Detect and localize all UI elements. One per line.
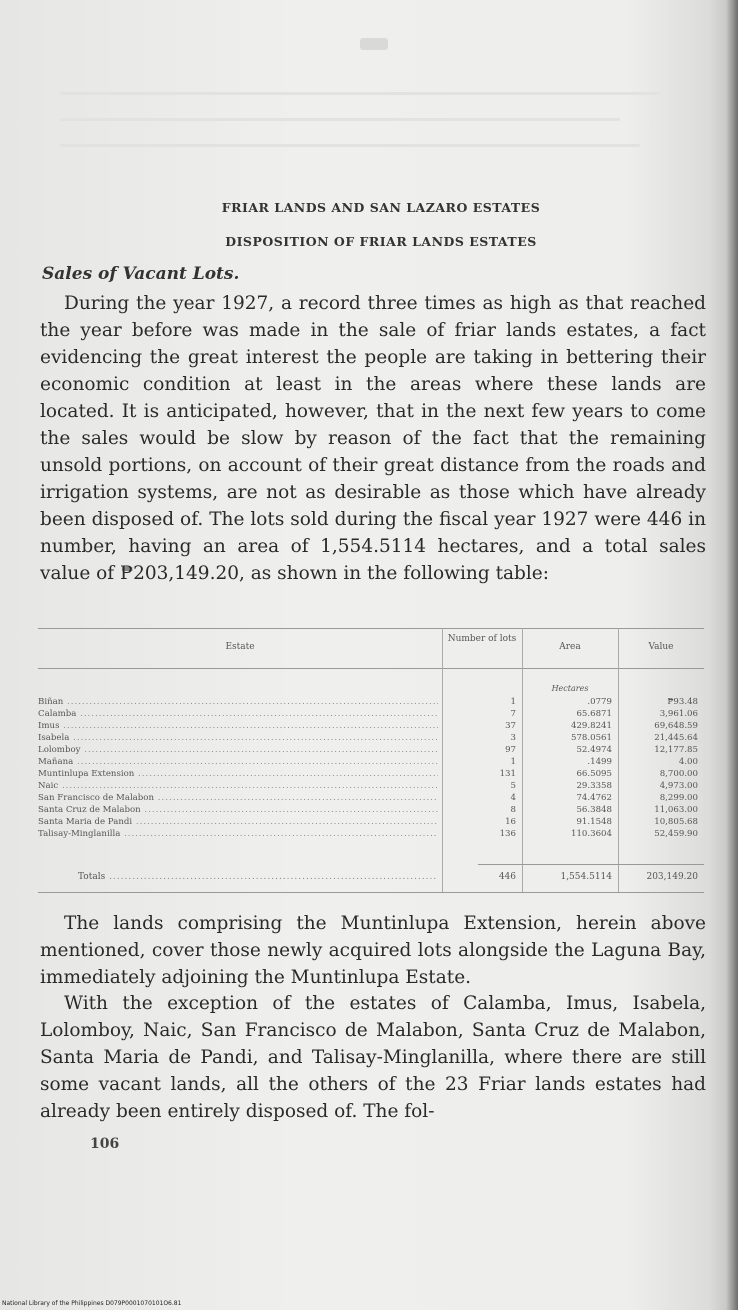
row-lots: 4 <box>510 793 516 803</box>
row-estate: Naic ..... <box>38 780 438 792</box>
table-row <box>38 780 704 792</box>
page-number: 106 <box>90 1136 120 1152</box>
row-lots: 131 <box>499 769 516 779</box>
bleed-through-page-number <box>360 38 388 50</box>
totals-value: 203,149.20 <box>646 872 698 882</box>
row-value: 11,063.00 <box>654 805 698 815</box>
page-subheading: DISPOSITION OF FRIAR LANDS ESTATES <box>225 234 537 249</box>
bleed-through-line <box>60 144 640 147</box>
row-lots: 97 <box>505 745 516 755</box>
column-header-lots: Number of lots <box>447 634 517 644</box>
row-area: 29.3358 <box>576 781 612 791</box>
page-binding-shadow <box>726 0 738 1310</box>
bleed-through-line <box>60 92 660 95</box>
table-row <box>38 744 704 756</box>
column-header-estate: Estate <box>225 642 255 652</box>
row-lots: 136 <box>499 829 516 839</box>
table-row <box>38 792 704 804</box>
table-rule <box>38 668 704 669</box>
row-value: 4.00 <box>678 757 698 767</box>
totals-row <box>38 870 704 884</box>
row-area: 52.4974 <box>576 745 612 755</box>
totals-area: 1,554.5114 <box>560 872 612 882</box>
section-title: Sales of Vacant Lots. <box>42 264 240 284</box>
column-header-value: Value <box>648 642 674 652</box>
column-header-area: Area <box>559 642 581 652</box>
row-area: 578.0561 <box>570 733 612 743</box>
row-area: 91.1548 <box>576 817 612 827</box>
table-row <box>38 696 704 708</box>
table-row <box>38 756 704 768</box>
row-estate: Santa Maria de Pandi ..... <box>38 816 438 828</box>
table-row <box>38 708 704 720</box>
row-estate: Santa Cruz de Malabon ..... <box>38 804 438 816</box>
table-row <box>38 732 704 744</box>
body-paragraph: With the exception of the estates of Calamba, Imus, Isabela, Lolomboy, Naic, San Francisco de Malabon, Santa Cruz de Malabon, Santa Maria de Pandi, and Talisay-Minglanilla, where there are still some vacant lands, all the others of the 23 Friar lands estates had already been entirely disposed of. The fol- <box>40 993 706 1122</box>
row-lots: 1 <box>510 757 516 767</box>
row-lots: 7 <box>510 709 516 719</box>
totals-rule <box>478 864 704 865</box>
row-area: 74.4762 <box>576 793 612 803</box>
row-area: 66.5095 <box>576 769 612 779</box>
page-heading: FRIAR LANDS AND SAN LAZARO ESTATES <box>221 200 541 215</box>
row-estate: Imus ..... <box>38 720 438 732</box>
table-row <box>38 720 704 732</box>
row-value: 8,299.00 <box>659 793 698 803</box>
row-estate: San Francisco de Malabon ..... <box>38 792 438 804</box>
totals-label: Totals ..... <box>78 870 438 884</box>
body-paragraph: The lands comprising the Muntinlupa Extension, herein above mentioned, cover those newly acquired lots alongside the Laguna Bay, immediately adjoining the Muntinlupa Estate. <box>40 913 706 988</box>
area-unit-label: Hectares <box>551 684 589 693</box>
row-value: 52,459.90 <box>654 829 698 839</box>
row-value: 12,177.85 <box>654 745 698 755</box>
row-area: .0779 <box>587 697 612 707</box>
row-lots: 5 <box>510 781 516 791</box>
row-lots: 1 <box>510 697 516 707</box>
table-row <box>38 804 704 816</box>
scan-footer: National Library of the Philippines D079P0001070101O6.81 <box>2 1300 182 1307</box>
row-area: .1499 <box>587 757 612 767</box>
row-lots: 37 <box>505 721 516 731</box>
row-value: 8,700.00 <box>659 769 698 779</box>
row-lots: 3 <box>510 733 516 743</box>
row-area: 56.3848 <box>576 805 612 815</box>
row-value: 69,648.59 <box>654 721 698 731</box>
table-row <box>38 828 704 840</box>
row-estate: Mañana ..... <box>38 756 438 768</box>
row-estate: Talisay-Minglanilla ..... <box>38 828 438 840</box>
row-estate: Isabela ..... <box>38 732 438 744</box>
row-estate: Muntinlupa Extension ..... <box>38 768 438 780</box>
body-paragraph: During the year 1927, a record three times as high as that reached the year before was made in the sale of friar lands estates, a fact evidencing the great interest the people are taking in bettering their economic condition at least in the areas where these lands are located. It is anticipated, however, that in the next few years to come the sales would be slow by reason of the fact that the remaining unsold portions, on account of their great distance from the roads and irrigation systems, are not as desirable as those which have already been disposed of. The lots sold during the fiscal year 1927 were 446 in number, having an area of 1,554.5114 hectares, and a total sales value of ₱203,149.20, as shown in the following table: <box>40 293 706 584</box>
row-estate: Biñan ..... <box>38 696 438 708</box>
row-area: 65.6871 <box>576 709 612 719</box>
row-value: 10,805.68 <box>654 817 698 827</box>
row-estate: Lolomboy ..... <box>38 744 438 756</box>
row-value: 21,445.64 <box>654 733 698 743</box>
table-rule <box>38 892 704 893</box>
row-area: 429.8241 <box>570 721 612 731</box>
totals-lots: 446 <box>498 872 516 882</box>
row-lots: 8 <box>510 805 516 815</box>
sales-table <box>38 624 704 900</box>
table-row <box>38 816 704 828</box>
table-rule <box>38 628 704 629</box>
row-estate: Calamba ..... <box>38 708 438 720</box>
row-area: 110.3604 <box>570 829 612 839</box>
bleed-through-line <box>60 118 620 121</box>
row-lots: 16 <box>505 817 516 827</box>
table-row <box>38 768 704 780</box>
row-value: 4,973.00 <box>659 781 698 791</box>
row-value: ₱93.48 <box>667 697 698 707</box>
row-value: 3,961.06 <box>659 709 698 719</box>
